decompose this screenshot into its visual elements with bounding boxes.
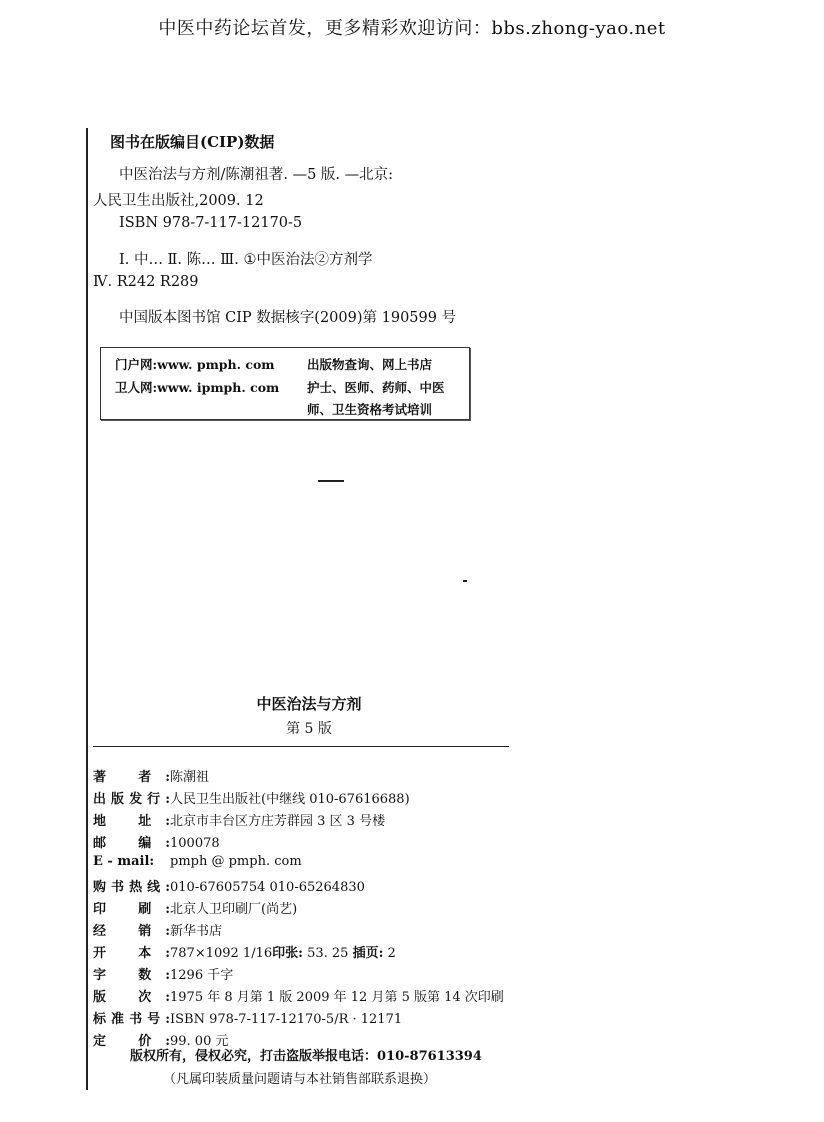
pub-label: 字 数: [93,968,170,983]
pub-label: 出版发行: [93,792,170,807]
margin-rule [86,128,88,1090]
pub-label: 版 次: [93,990,170,1005]
pub-value: 010-67605754 010-65264830 [170,880,365,895]
pub-row-isbn [93,1008,402,1027]
pub-sheets-value: 53. 25 [302,946,353,961]
cip-line: Ⅰ. 中… Ⅱ. 陈… Ⅲ. ①中医治法②方剂学 [119,252,373,268]
pub-label: 著 者: [93,770,170,785]
pub-value: 99. 00 元 [170,1034,229,1049]
cip-line: 中医治法与方剂/陈潮祖著. —5 版. —北京: [119,167,394,183]
pub-value: 新华书店 [170,924,223,939]
divider-rule [93,746,509,747]
pub-value: ISBN 978-7-117-12170-5/R · 12171 [170,1012,403,1027]
pub-value: pmph @ pmph. com [170,854,302,869]
pub-row-hotline [93,876,365,895]
pub-row-wordcount [93,964,233,983]
pub-row-address [93,810,385,829]
pub-value: 1975 年 8 月第 1 版 2009 年 12 月第 5 版第 14 次印刷 [170,990,504,1005]
pub-sheets-label: 印张: [272,946,303,961]
pub-label: E - mail: [93,854,155,869]
health-site: 卫人网:www. ipmph. com [115,380,280,395]
return-notice: （凡属印装质量问题请与本社销售部联系退换） [163,1072,437,1087]
pub-label: 邮 编: [93,836,170,851]
pub-value: 787×1092 1/16 [170,946,273,961]
pub-label: 标准书号: [93,1012,170,1027]
pub-value: 1296 千字 [170,968,234,983]
pub-row-author [93,766,209,785]
pub-row-email [93,854,302,869]
health-description: 护士、医师、药师、中医 [307,380,445,395]
pub-value: 陈潮祖 [170,770,210,785]
cip-line: ISBN 978-7-117-12170-5 [119,215,303,231]
ink-speck [318,480,344,482]
cip-heading: 图书在版编目(CIP)数据 [110,133,275,151]
cip-line: 人民卫生出版社,2009. 12 [93,193,264,209]
pub-row-publisher [93,788,410,807]
pub-row-distributor [93,920,222,939]
pub-value: 北京人卫印刷厂(尚艺) [170,902,298,917]
copyright-notice: 版权所有，侵权必究，打击盗版举报电话：010-87613394 [130,1049,482,1064]
pub-label: 定 价: [93,1034,170,1049]
pub-row-printer [93,898,297,917]
ink-speck [463,580,467,582]
pub-value: 北京市丰台区方庄芳群园 3 区 3 号楼 [170,814,386,829]
pub-label: 经 销: [93,924,170,939]
book-title: 中医治法与方剂 [256,695,362,713]
pub-label: 地 址: [93,814,170,829]
cip-line: 中国版本图书馆 CIP 数据核字(2009)第 190599 号 [119,310,457,326]
pub-plates-value: 2 [383,946,396,961]
pub-label: 开 本: [93,946,170,961]
website-info-box [100,347,470,420]
banner-text: 中医中药论坛首发，更多精彩欢迎访问：bbs.zhong-yao.net [158,18,666,39]
pub-row-postcode [93,832,220,851]
health-description: 师、卫生资格考试培训 [307,402,433,417]
cip-line: Ⅳ. R242 R289 [93,274,199,290]
pub-label: 印 刷: [93,902,170,917]
pub-plates-label: 插页: [352,946,384,961]
portal-description: 出版物查询、网上书店 [307,357,433,372]
pub-row-format [93,942,396,961]
pub-value: 100078 [170,836,220,851]
portal-site: 门户网:www. pmph. com [115,357,275,372]
pub-label: 购书热线: [93,880,170,895]
pub-value: 人民卫生出版社(中继线 010-67616688) [170,792,410,807]
pub-row-edition [93,986,504,1005]
book-edition: 第 5 版 [286,721,332,737]
